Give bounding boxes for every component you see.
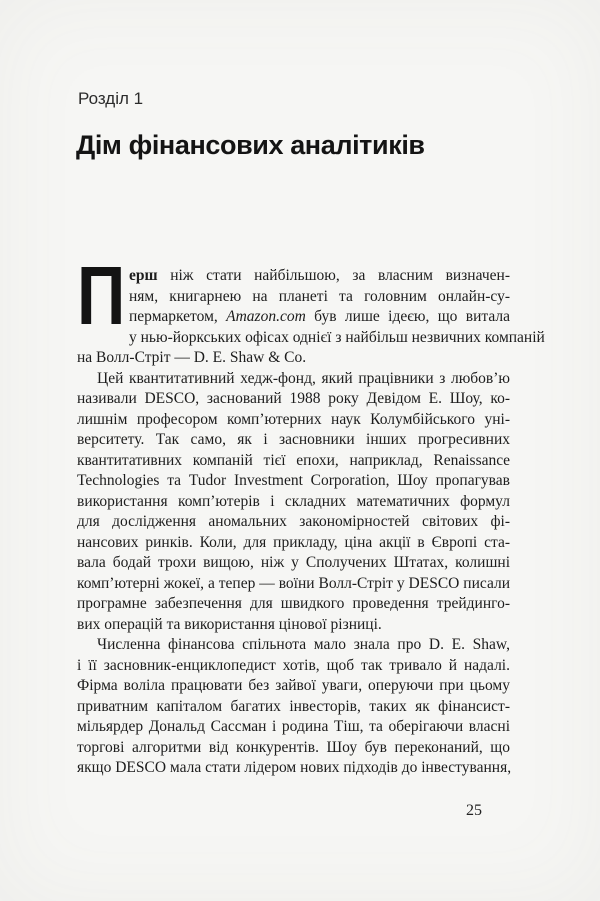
chapter-label: Розділ 1 — [78, 89, 144, 108]
text-line: ням, книгарнею на планеті та головним онлайн-су- — [129, 287, 510, 305]
paragraph — [77, 369, 510, 636]
text-line: програмне забезпечення для швидкого проведення трейдинго- — [77, 595, 510, 612]
text-line: приватним капіталом багатих інвесторів, таких як фінансист- — [77, 697, 510, 715]
text-line: Цей квантитативний хедж-фонд, який працівники з любов’ю — [97, 369, 510, 387]
text-line: якщо DESCO мала стати лідером нових підходів до інвестування, — [77, 759, 512, 776]
text-line: ерш ніж стати найбільшою, за власним визначен- — [129, 267, 510, 284]
text-line: комп’ютерні жокеї, а тепер — воїни Волл-Стріт у DESCO писали — [77, 574, 510, 592]
text-line: вала бодай трохи вищою, ніж у Сполучених Штатах, колишні — [77, 554, 510, 571]
body-text — [77, 266, 545, 779]
text-line: нансових ринків. Коли, для прикладу, ціна акції в Європі ста- — [77, 533, 510, 551]
text-line: у нью-йоркських офісах однієї з найбільш незвичних компаній — [129, 328, 545, 346]
text-line: вих операцій та використання цінової різниці. — [77, 615, 382, 633]
text-line: Фірма воліла працювати без зайвої уваги, оперуючи при цьому — [77, 677, 510, 694]
text-line: і її засновник-енциклопедист хотів, щоб так тривало й надалі. — [77, 656, 510, 674]
chapter-title: Дім фінансових аналітиків — [76, 130, 425, 160]
text-line: торгові алгоритми від конкурентів. Шоу був переконаний, що — [77, 738, 510, 756]
text-line: квантитативних компаній тієї епохи, наприклад, Renaissance — [77, 451, 510, 469]
text-line: для дослідження аномальних закономірностей світових фі- — [77, 513, 510, 530]
text-line: мільярдер Дональд Сассман і родина Тіш, та оберігаючи власні — [77, 718, 510, 735]
text-line: використання комп’ютерів і складних математичних формул — [77, 492, 510, 510]
text-line: Численна фінансова спільнота мало знала про D. E. Shaw, — [97, 636, 510, 653]
text-line: пермаркетом, Amazon.com був лише ідеєю, що витала — [129, 308, 510, 325]
drop-cap: П — [77, 267, 126, 329]
text-line: Technologies та Tudor Investment Corporation, Шоу пропагував — [77, 472, 510, 489]
text-line: на Волл-Стріт — D. E. Shaw & Co. — [77, 349, 307, 366]
text-line: верситету. Так само, як і засновники інших прогресивних — [77, 431, 510, 448]
page-number: 25 — [466, 802, 482, 819]
paragraph — [77, 266, 545, 369]
text-line: лишнім професором комп’ютерних наук Колумбійського уні- — [77, 410, 510, 428]
paragraph — [77, 635, 510, 779]
text-line: називали DESCO, заснований 1988 року Девідом Е. Шоу, ко- — [77, 390, 510, 407]
